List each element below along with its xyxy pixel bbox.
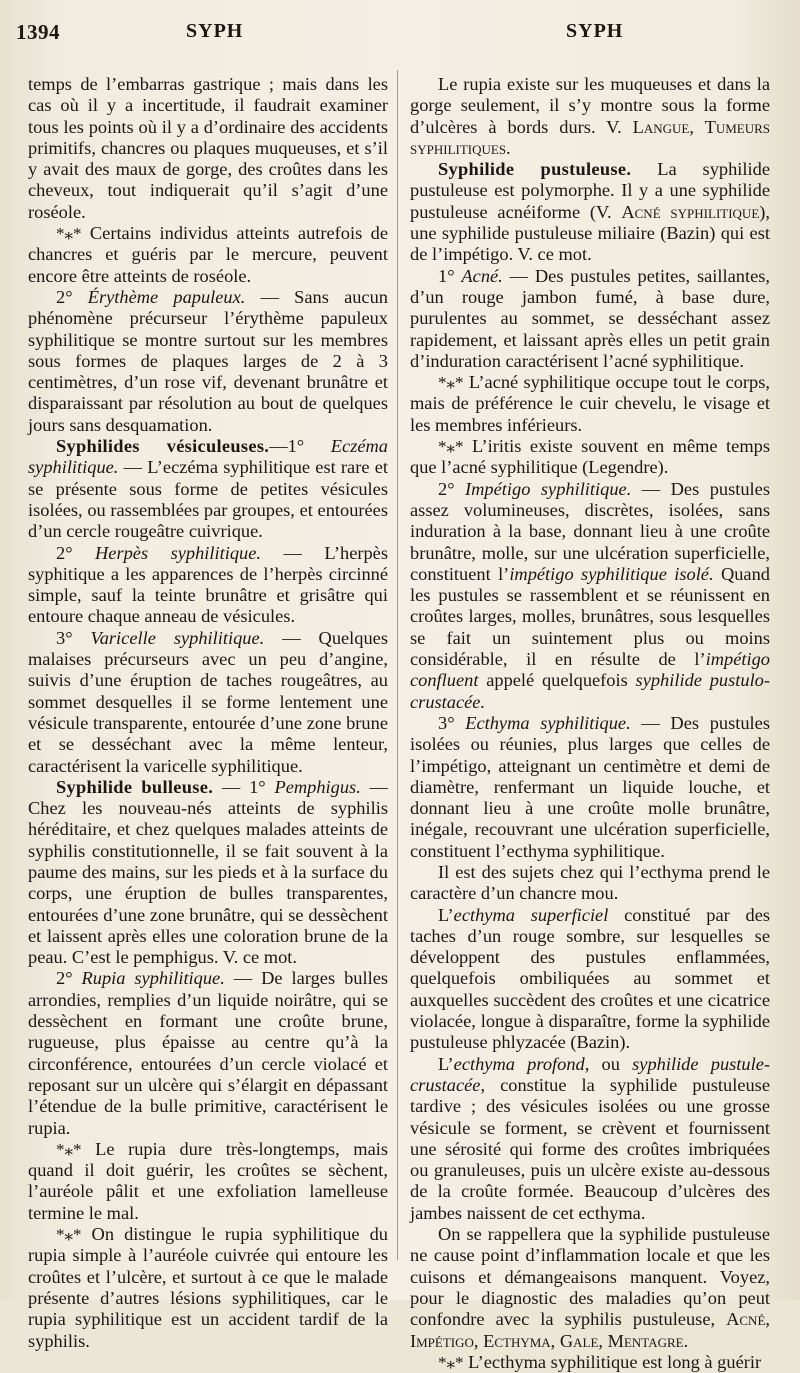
asterism-icon: *⁎* [438, 373, 464, 393]
asterism-icon: *⁎* [438, 437, 464, 457]
paragraph: L’ecthyma profond, ou syphilide pustule-crustacée, constitue la syphilide pustuleuse tardive ; des vésicules isolées ou une grosse vésicule se forment, se crèvent et fournissent une sérosité qui forme des croûtes imbriquées ou granuleuses, puis un ulcère existe au-dessous de la croûte formée. Beaucoup d’ulcères des jambes naissent de cet ecthyma. [410, 1053, 770, 1223]
section-heading: Syphilides vésiculeuses. [56, 436, 270, 457]
paragraph: Il est des sujets chez qui l’ecthyma prend le caractère d’un chancre mou. [410, 861, 770, 904]
paragraph: 2° Herpès syphilitique. — L’herpès syphitique a les apparences de l’herpès circinné simple, sauf la teinte brunâtre et grisâtre qui entoure chaque anneau de vésicules. [28, 542, 388, 627]
paragraph: *⁎* Le rupia dure très-longtemps, mais quand il doit guérir, les croûtes se sèchent, l’auréole pâlit et une exfoliation lamelleuse termine le mal. [28, 1138, 388, 1223]
section-paragraph: Syphilide pustuleuse. La syphilide pustuleuse est polymorphe. Il y a une syphilide pustuleuse acnéiforme (V. Acné syphilitique), une syphilide pustuleuse miliaire (Bazin) qui est de l’impétigo. V. ce mot. [410, 159, 770, 265]
right-column [410, 74, 770, 1373]
section-heading: Syphilide pustuleuse. [438, 159, 632, 180]
paragraph: 3° Ecthyma syphilitique. — Des pustules isolées ou réunies, plus larges que celles de l’impétigo, atteignant un centimètre et demi de diamètre, renfermant un liquide louche, et donnant lieu à une croûte molle brunâtre, inégale, recouvrant une ulcération superficielle, constituent l’ecthyma syphilitique. [410, 712, 770, 861]
asterism-icon: *⁎* [56, 1225, 82, 1245]
paragraph: 1° Acné. — Des pustules petites, saillantes, d’un rouge jambon fumé, à base dure, purulentes au sommet, se desséchant assez rapidement, et laissant après elles un petit grain d’induration caractérisent l’acné syphilitique. [410, 265, 770, 371]
asterism-icon: *⁎* [438, 1352, 464, 1372]
section-heading: Syphilide bulleuse. [56, 776, 214, 797]
header-title-left: SYPH [186, 20, 244, 42]
paragraph: *⁎* L’iritis existe souvent en même temps que l’acné syphilitique (Legendre). [410, 436, 770, 478]
running-header [0, 14, 800, 54]
paragraph: On se rappellera que la syphilide pustuleuse ne cause point d’inflammation locale et que les cuisons et démangeaisons manquent. Voyez, pour le diagnostic des maladies qu’on peut confondre avec la syphilis pustuleuse, Acné, Impétigo, Ecthyma, Gale, Mentagre. [410, 1224, 770, 1351]
paragraph: *⁎* L’acné syphilitique occupe tout le corps, mais de préférence le cuir chevelu, le visage et les membres inférieurs. [410, 372, 770, 435]
paragraph: L’ecthyma superficiel constitué par des taches d’un rouge sombre, sur lesquelles se développent des pustules enflammées, quelquefois ombiliquées au sommet et auxquelles succèdent des croûtes et une cicatrice violacée, longue à disparaître, forme la syphilide pustuleuse phlyzacée (Bazin). [410, 904, 771, 1053]
column-divider [397, 70, 398, 1260]
asterism-icon: *⁎* [56, 1139, 82, 1159]
page-number: 1394 [16, 20, 60, 44]
paragraph: temps de l’embarras gastrique ; mais dans les cas où il y a incertitude, il faudrait examiner tous les points où il y a d’ordinaire des accidents primitifs, chancres ou plaques muqueuses, et s’il y avait des maux de gorge, des croûtes dans les cheveux, tout indiquerait qu’il s’agit d’une roséole. [28, 74, 388, 222]
section-paragraph: Syphilides vésiculeuses.—1° Eczéma syphilitique. — L’eczéma syphilitique est rare et se présente sous forme de petites vésicules isolées, ou rassemblées par groupes, et entourées d’un cercle rougeâtre cuivrique. [28, 436, 388, 542]
asterism-icon: *⁎* [56, 224, 82, 244]
left-column [28, 74, 388, 1352]
header-title-right: SYPH [566, 20, 624, 42]
paragraph: *⁎* Certains individus atteints autrefois de chancres et guéris par le mercure, peuvent encore être atteints de roséole. [28, 223, 388, 286]
paragraph: 2° Impétigo syphilitique. — Des pustules assez volumineuses, discrètes, isolées, sans induration à la base, donnant lieu à une croûte brunâtre, molle, sur une ulcération superficielle, constituent l’impétigo syphilitique isolé. Quand les pustules se rassemblent et se réunissent en croûtes larges, molles, brunâtres, sous lesquelles se fait un suintement plus ou moins considérable, il en résulte de l’impétigo confluent appelé quelquefois syphilide pustulo-crustacée. [410, 478, 770, 712]
paragraph: 2° Érythème papuleux. — Sans aucun phénomène précurseur l’érythème papuleux syphilitique se montre surtout sur les membres sous formes de plaques larges de 2 à 3 centimètres, d’un rose vif, devenant brunâtre et disparaissant par résolution au bout de quelques jours sans desquamation. [28, 286, 388, 435]
paragraph: *⁎* L’ecthyma syphilitique est long à guérir [438, 1351, 762, 1372]
paragraph: *⁎* On distingue le rupia syphilitique du rupia simple à l’auréole cuivrée qui entoure les croûtes et l’ulcère, et surtout à ce que le malade présente d’autres lésions syphilitiques, car le rupia syphilitique est un accident tardif de la syphilis. [28, 1224, 388, 1351]
section-paragraph: Syphilide bulleuse. — 1° Pemphigus. — Chez les nouveau-nés atteints de syphilis héréditaire, et chez quelques malades atteints de syphilis constitutionnelle, il se fait souvent à la paume des mains, sur les pieds et à la surface du corps, une éruption de bulles transparentes, entourées d’une zone brunâtre, qui se dessèchent et laissent après elles une coloration brune de la peau. C’est le pemphigus. V. ce mot. [28, 776, 388, 968]
paragraph: Le rupia existe sur les muqueuses et dans la gorge seulement, il s’y montre sous la forme d’ulcères à bords durs. V. Langue, Tumeurs syphilitiques. [410, 74, 770, 158]
paragraph: 2° Rupia syphilitique. — De larges bulles arrondies, remplies d’un liquide noirâtre, qui se dessèchent en formant une croûte brune, rugueuse, plus épaisse au centre qu’à la circonférence, entourées d’un cercle violacé et reposant sur un ulcère qui s’élargit en dépassant l’étendue de la bulle primitive, caractérisent le rupia. [28, 968, 389, 1138]
paragraph: 3° Varicelle syphilitique. — Quelques malaises précurseurs avec un peu d’angine, suivis d’une éruption de taches rougeâtres, au sommet desquelles il se forme lentement une vésicule transparente, entourée d’une zone brune et se desséchant avec la même lenteur, caractérisent la varicelle syphilitique. [28, 627, 389, 776]
